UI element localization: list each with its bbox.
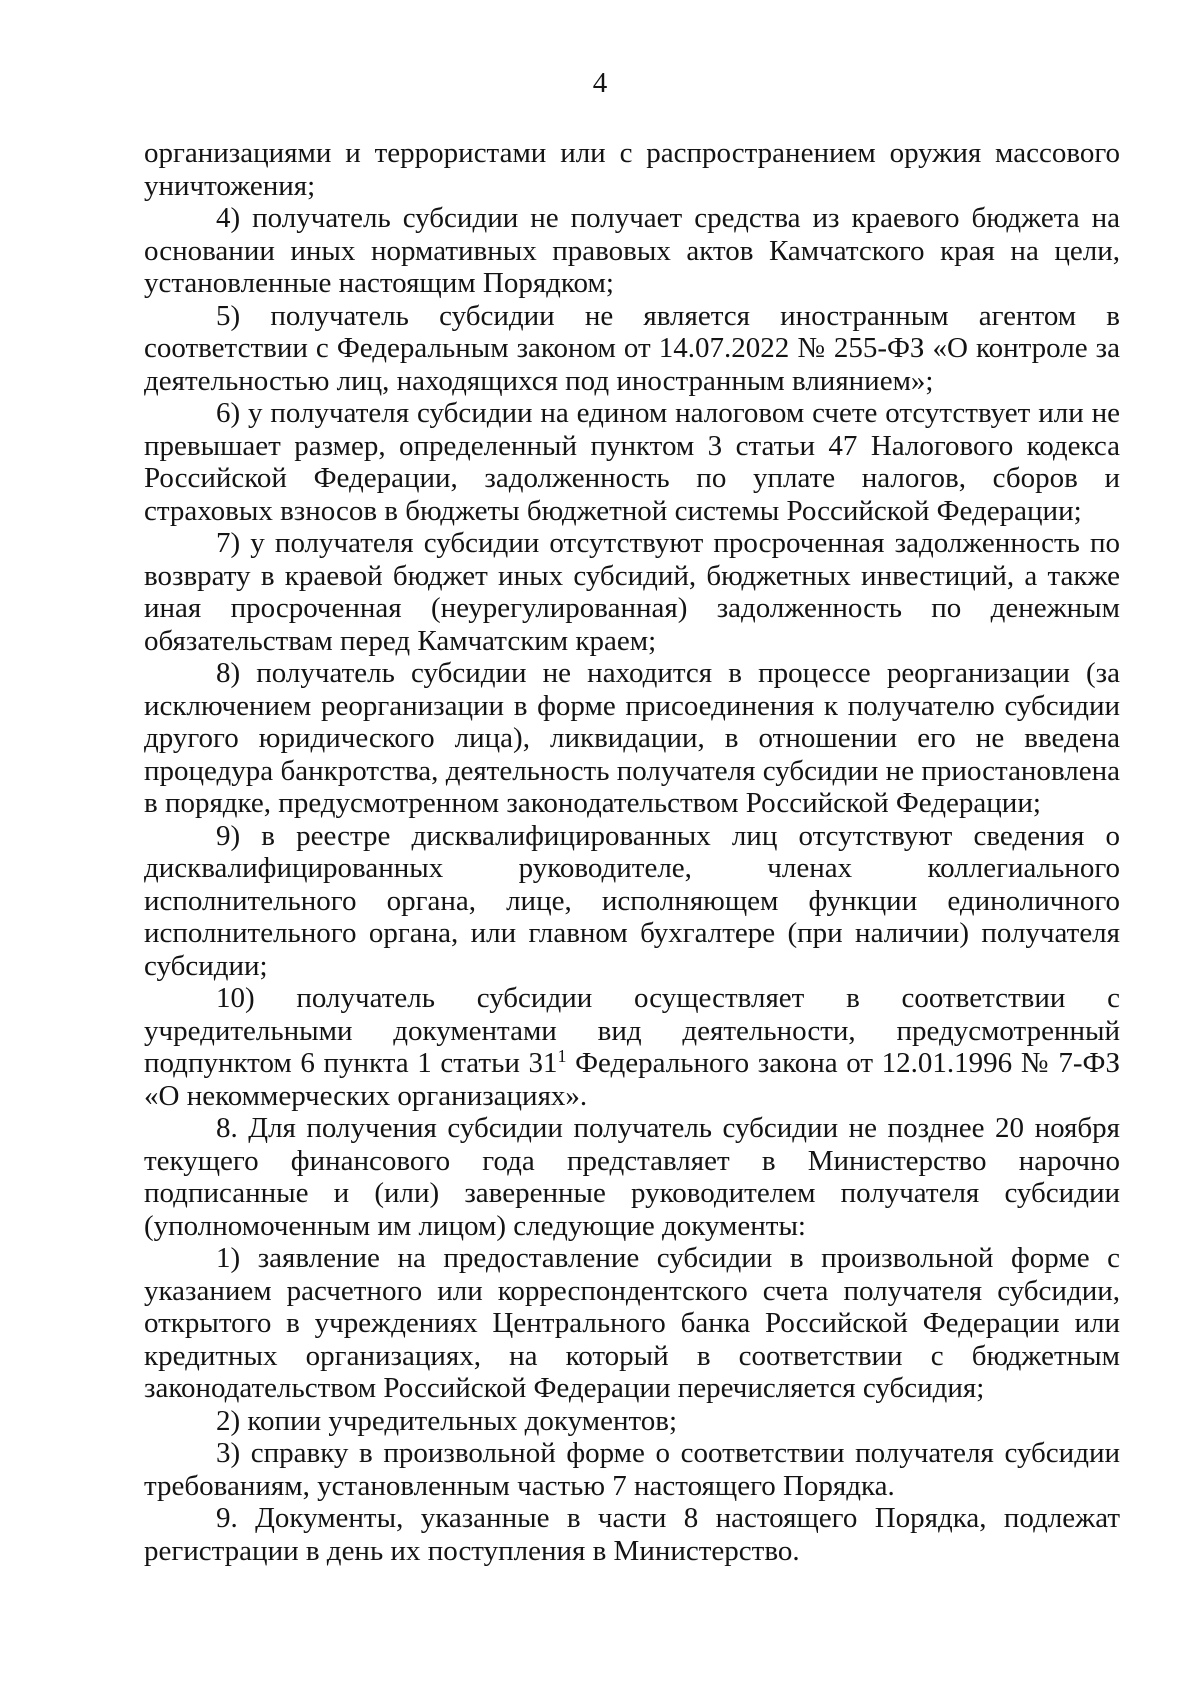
paragraph-continuation: организациями и террористами или с распространением оружия массового уничтожения;	[144, 137, 1120, 202]
paragraph-doc-1: 1) заявление на предоставление субсидии в произвольной форме с указанием расчетного или корреспондентского счета получателя субсидии, открытого в учреждениях Центрального банка Российской Федерации или кредитных организациях, на который в соответствии с бюджетным законодательством Российской Федерации перечисляется субсидия;	[144, 1242, 1120, 1404]
paragraph-doc-3: 3) справку в произвольной форме о соответствии получателя субсидии требованиям, установленным частью 7 настоящего Порядка.	[144, 1437, 1120, 1502]
paragraph-item-5: 5) получатель субсидии не является иностранным агентом в соответствии с Федеральным законом от 14.07.2022 № 255-ФЗ «О контроле за деятельностью лиц, находящихся под иностранным влиянием»;	[144, 299, 1120, 397]
paragraph-section-9: 9. Документы, указанные в части 8 настоящего Порядка, подлежат регистрации в день их поступления в Министерство.	[144, 1502, 1120, 1567]
paragraph-item-9: 9) в реестре дисквалифицированных лиц отсутствуют сведения о дисквалифицированных руководителе, членах коллегиального исполнительного органа, лице, исполняющем функции единоличного исполнительного органа, или главном бухгалтере (при наличии) получателя субсидии;	[144, 819, 1120, 982]
paragraph-item-7: 7) у получателя субсидии отсутствуют просроченная задолженность по возврату в краевой бюджет иных субсидий, бюджетных инвестиций, а также иная просроченная (неурегулированная) задолженность по денежным обязательствам перед Камчатским краем;	[144, 527, 1120, 657]
document-body	[144, 137, 1120, 1567]
paragraph-section-8: 8. Для получения субсидии получатель субсидии не позднее 20 ноября текущего финансового года представляет в Министерство нарочно подписанные и (или) заверенные руководителем получателя субсидии (уполномоченным им лицом) следующие документы:	[144, 1112, 1120, 1242]
paragraph-item-4: 4) получатель субсидии не получает средства из краевого бюджета на основании иных нормативных правовых актов Камчатского края на цели, установленные настоящим Порядком;	[144, 202, 1120, 299]
paragraph-item-10	[144, 982, 1120, 1112]
paragraph-doc-2: 2) копии учредительных документов;	[216, 1404, 678, 1437]
paragraph-item-8: 8) получатель субсидии не находится в процессе реорганизации (за исключением реорганизации в форме присоединения к получателю субсидии другого юридического лица), ликвидации, в отношении его не введена процедура банкротства, деятельность получателя субсидии не приостановлена в порядке, предусмотренном законодательством Российской Федерации;	[144, 657, 1120, 819]
superscript-1: 1	[557, 1046, 567, 1066]
paragraph-item-6: 6) у получателя субсидии на едином налоговом счете отсутствует или не превышает размер, определенный пунктом 3 статьи 47 Налогового кодекса Российской Федерации, задолженность по уплате налогов, сборов и страховых взносов в бюджеты бюджетной системы Российской Федерации;	[144, 397, 1120, 527]
paragraph-item-10-text-before: 10) получатель субсидии осуществляет в соответствии с учредительными документами вид деятельности, предусмотренный подпунктом 6 пункта 1 статьи 31	[144, 982, 1120, 1079]
page-number: 4	[592, 67, 608, 99]
paragraph-item-10-text-after: Федерального закона от 12.01.1996 № 7-ФЗ «О некоммерческих организациях».	[144, 1047, 1121, 1112]
